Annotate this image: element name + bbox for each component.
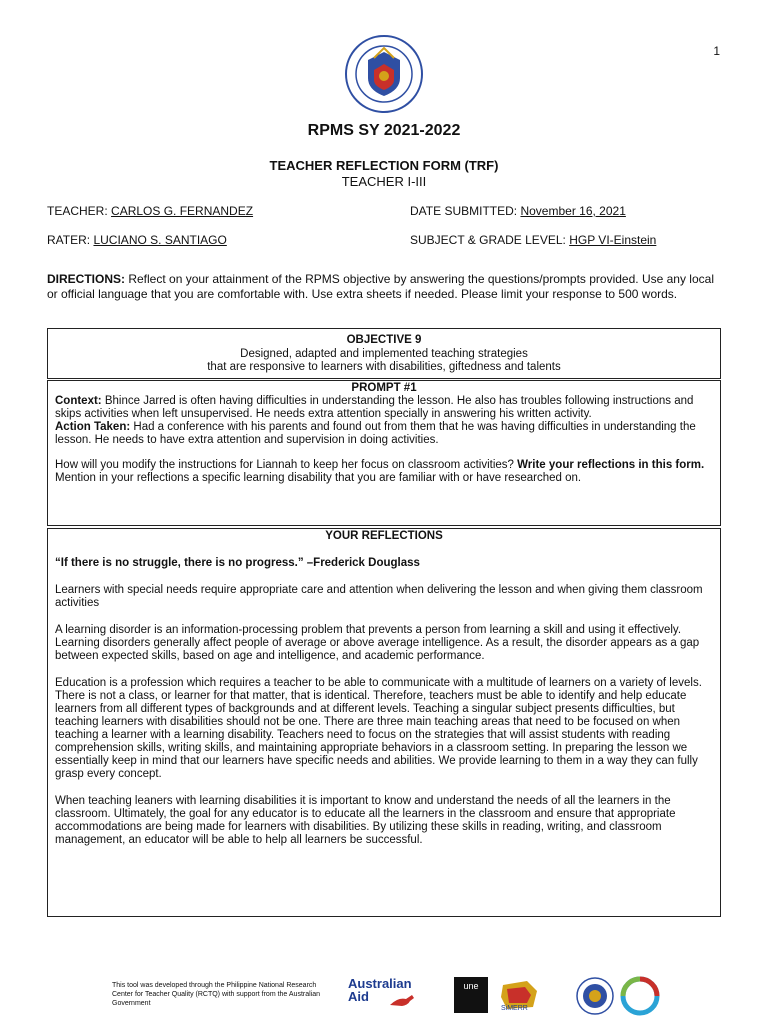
reflections-box	[47, 528, 721, 917]
context-label: Context:	[55, 395, 102, 407]
reflections-quote: “If there is no struggle, there is no progress.” –Frederick Douglass	[55, 557, 420, 569]
form-subtitle: TEACHER I-III	[341, 174, 427, 189]
date-label: DATE SUBMITTED:	[410, 204, 518, 218]
rater-label: RATER:	[47, 233, 91, 247]
kangaroo-icon	[388, 993, 418, 1007]
form-title: TEACHER REFLECTION FORM (TRF)	[269, 158, 499, 173]
question-bold: Write your reflections in this form.	[517, 459, 705, 471]
page-title: RPMS SY 2021-2022	[307, 122, 461, 139]
date-field	[410, 204, 626, 218]
rater-field	[47, 233, 227, 247]
deped-seal-icon	[344, 34, 424, 114]
smerr-text: SiMERR	[501, 1005, 528, 1012]
une-text: une	[463, 981, 479, 991]
context-text: Bhince Jarred is often having difficulties in understanding the lesson. He also has troubles following instructions and skips activities when left unsupervised. He needs extra attention specially in answering his written activity.	[55, 395, 694, 420]
reflections-heading: YOUR REFLECTIONS	[325, 530, 443, 542]
prompt-box	[47, 380, 721, 526]
question-text: How will you modify the instructions for Liannah to keep her focus on classroom activities?	[55, 459, 514, 471]
directions-label: DIRECTIONS:	[47, 272, 125, 286]
partner-logo-icon	[620, 976, 660, 1016]
rater-value: LUCIANO S. SANTIAGO	[93, 233, 227, 247]
teacher-label: TEACHER:	[47, 204, 108, 218]
subject-field	[410, 233, 656, 247]
teacher-field	[47, 204, 253, 218]
reflections-paragraph-1: Learners with special needs require appropriate care and attention when delivering the lesson and when giving them classroom activities	[55, 584, 703, 609]
objective-heading: OBJECTIVE 9	[346, 334, 422, 346]
objective-line-1: Designed, adapted and implemented teaching strategies	[240, 347, 528, 360]
objective-box	[47, 328, 721, 379]
date-value: November 16, 2021	[520, 204, 626, 218]
directions-text: Reflect on your attainment of the RPMS objective by answering the questions/prompts provided. Use any local or official language that you are comfortable with. Use extra sheets if needed. Please limit your response to 500 words.	[47, 272, 714, 301]
directions	[47, 272, 719, 301]
australian-aid-logo	[348, 977, 412, 1003]
reflections-paragraph-2: A learning disorder is an information-processing problem that prevents a person from learning a skill and using it effectively. Learning disorders generally affect people of average or above average intelligence. As a result, the disorder appears as a gap between expected skills, based on age and intelligence, and academic performance.	[55, 624, 700, 662]
reflections-paragraph-4: When teaching leaners with learning disabilities it is important to know and understand the needs of all the learners in the classroom. Ultimately, the goal for any educator is to educate all the learners in the classroom and ensure that appropriate accommodations are being made for learners with disabilities. By utilizing these skills in reading, writing, and classroom management, an educator will be able to help all learners be successful.	[55, 795, 676, 846]
aid-line-1: Australian	[348, 976, 412, 991]
action-paragraph	[55, 421, 713, 447]
prompt-heading: PROMPT #1	[351, 382, 417, 394]
question-tail: Mention in your reflections a specific learning disability that you are familiar with or have researched on.	[55, 472, 582, 484]
context-paragraph	[55, 395, 713, 421]
page-number: 1	[713, 44, 720, 58]
reflections-paragraph-3: Education is a profession which requires a teacher to be able to communicate with a multitude of learners on a variety of levels. There is not a class, or learner for that matter, that is identical. Therefore, teachers must be able to identify and help educate learners from all different types of backgrounds and at different levels. Teaching a singular subject presents difficulties, but teaching learners with disabilities should not be one. There are three main teaching areas that need to be focused on when teaching a learner with a learning disability. Teachers need to focus on the strategies that will assist students with reading comprehension skills, writing skills, and maintaining appropriate behaviors in a classroom setting. In preparing the lesson we essentially keep in mind that our learners have specific needs and abilities. We provide learning to them in a way they can fully grasp every concept.	[55, 677, 702, 780]
objective-line-2: that are responsive to learners with disabilities, giftedness and talents	[207, 361, 561, 373]
action-label: Action Taken:	[55, 421, 131, 433]
teacher-value: CARLOS G. FERNANDEZ	[111, 204, 254, 218]
rctq-seal-icon	[575, 976, 615, 1016]
footer-note: This tool was developed through the Philippine National Research Center for Teacher Quality (RCTQ) with support from the Australian Government	[112, 982, 321, 1007]
question-paragraph	[55, 459, 713, 485]
smerr-logo-icon	[497, 977, 541, 1013]
subject-value: HGP VI-Einstein	[569, 233, 657, 247]
aid-line-2: Aid	[348, 989, 369, 1004]
subject-label: SUBJECT & GRADE LEVEL:	[410, 233, 566, 247]
action-text: Had a conference with his parents and found out from them that he was having difficulties in understanding the lesson. He needs to have extra attention and supervision in doing activities.	[55, 421, 696, 446]
une-logo	[454, 977, 488, 1013]
